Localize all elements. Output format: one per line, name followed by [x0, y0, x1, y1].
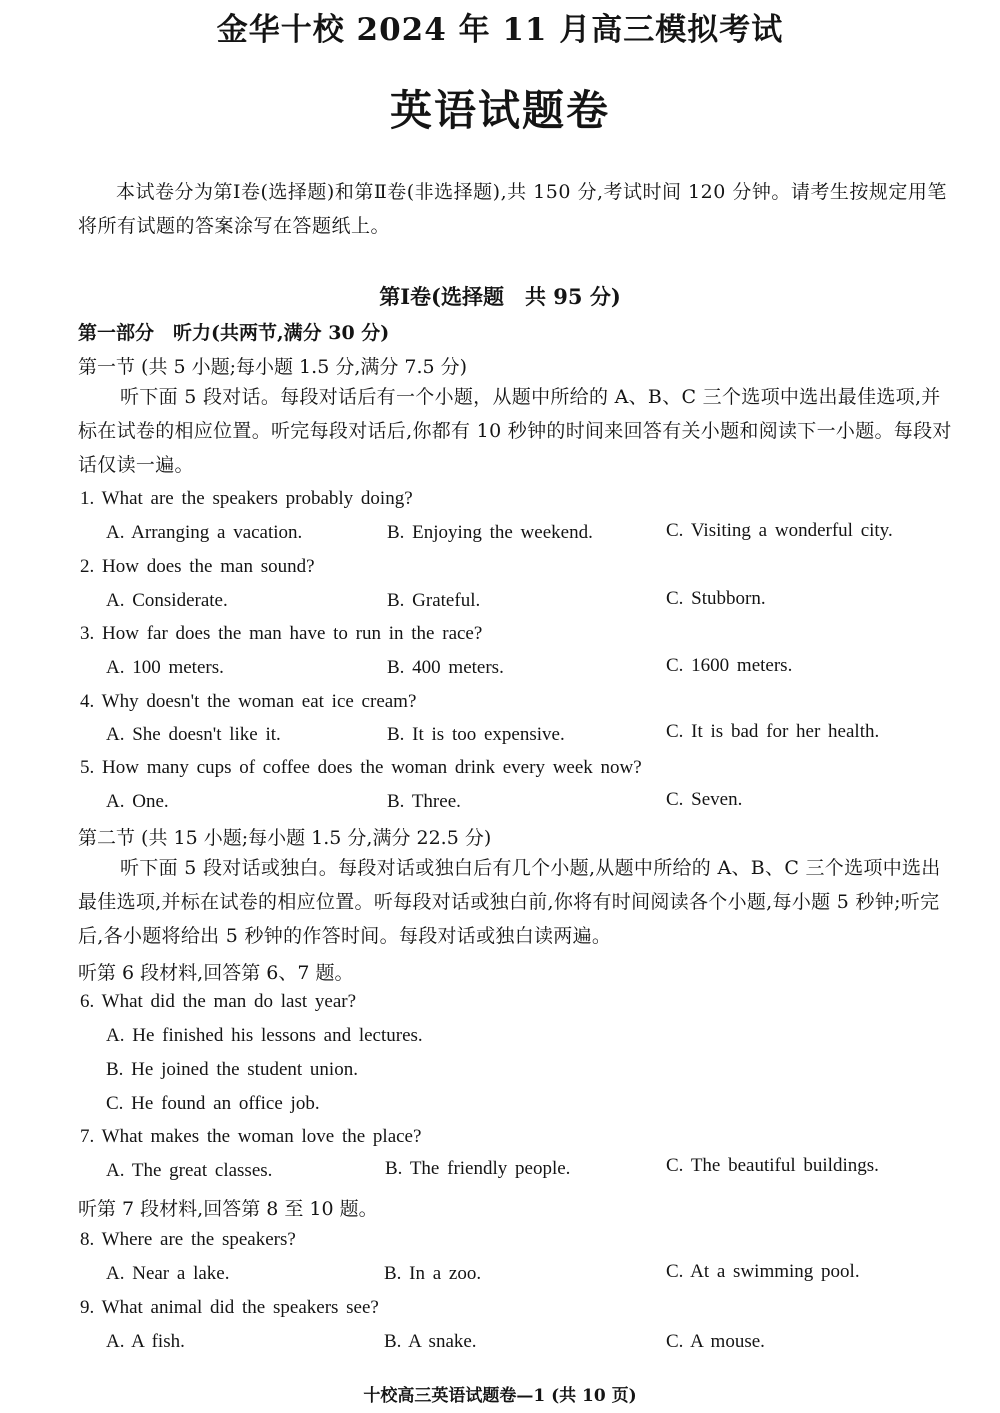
option-a: A. One. [106, 791, 169, 812]
option-c: C. Visiting a wonderful city. [666, 520, 893, 541]
option-a: A. 100 meters. [106, 657, 224, 678]
page-footer: 十校高三英语试题卷—1 (共 10 页) [363, 1386, 637, 1406]
question-stem: 7. What makes the woman love the place? [80, 1126, 422, 1147]
option-b: B. It is too expensive. [387, 724, 565, 745]
option-c: C. At a swimming pool. [666, 1261, 860, 1282]
option-a: A. Arranging a vacation. [106, 522, 303, 543]
exam-intro: 本试卷分为第Ⅰ卷(选择题)和第Ⅱ卷(非选择题),共 150 分,考试时间 120 分钟。请考生按规定用笔将所有试题的答案涂写在答题纸上。 [78, 181, 947, 237]
option-a: A. He finished his lessons and lectures. [106, 1025, 423, 1046]
option-b: B. The friendly people. [385, 1158, 571, 1179]
option-b: B. A snake. [384, 1331, 477, 1352]
option-a: A. She doesn't like it. [106, 724, 281, 745]
option-c: C. It is bad for her health. [666, 721, 880, 742]
option-b: B. Three. [387, 791, 461, 812]
section2-instructions: 听下面 5 段对话或独白。每段对话或独白后有几个小题,从题中所给的 A、B、C 三个选项中选出最佳选项,并标在试卷的相应位置。听每段对话或独白前,你将有时间阅读各个小题,每小题 5 秒钟;听完后,各小题将给出 5 秒钟的作答时间。每段对话或独白读两遍。 [78, 857, 941, 947]
exam-subtitle: 英语试题卷 [389, 86, 610, 135]
option-c: C. He found an office job. [106, 1093, 320, 1114]
question-stem: 5. How many cups of coffee does the woman drink every week now? [80, 757, 642, 778]
option-b: B. Enjoying the weekend. [387, 522, 593, 543]
option-c: C. Seven. [666, 789, 743, 810]
volume-heading: 第Ⅰ卷(选择题 共 95 分) [379, 284, 621, 309]
section1-heading: 第一节 (共 5 小题;每小题 1.5 分,满分 7.5 分) [78, 356, 468, 378]
option-c: C. The beautiful buildings. [666, 1155, 879, 1176]
option-c: C. Stubborn. [666, 588, 766, 609]
option-a: A. Near a lake. [106, 1263, 230, 1284]
question-stem: 4. Why doesn't the woman eat ice cream? [80, 691, 417, 712]
question-stem: 1. What are the speakers probably doing? [80, 488, 413, 509]
option-b: B. In a zoo. [384, 1263, 482, 1284]
option-c: C. 1600 meters. [666, 655, 793, 676]
option-a: A. The great classes. [106, 1160, 273, 1181]
question-stem: 3. How far does the man have to run in the race? [80, 623, 483, 644]
material-note: 听第 7 段材料,回答第 8 至 10 题。 [78, 1198, 378, 1220]
question-stem: 6. What did the man do last year? [80, 991, 357, 1012]
option-b: B. Grateful. [387, 590, 481, 611]
question-stem: 9. What animal did the speakers see? [80, 1297, 379, 1318]
question-stem: 8. Where are the speakers? [80, 1229, 296, 1250]
option-a: A. Considerate. [106, 590, 228, 611]
exam-title: 金华十校 2024 年 11 月高三模拟考试 [216, 12, 784, 48]
question-stem: 2. How does the man sound? [80, 556, 315, 577]
option-a: A. A fish. [106, 1331, 185, 1352]
section2-heading: 第二节 (共 15 小题;每小题 1.5 分,满分 22.5 分) [78, 827, 492, 849]
option-c: C. A mouse. [666, 1331, 765, 1352]
material-note: 听第 6 段材料,回答第 6、7 题。 [78, 962, 354, 984]
part1-heading: 第一部分 听力(共两节,满分 30 分) [78, 322, 390, 344]
option-b: B. He joined the student union. [106, 1059, 358, 1080]
option-b: B. 400 meters. [387, 657, 504, 678]
section1-instructions: 听下面 5 段对话。每段对话后有一个小题，从题中所给的 A、B、C 三个选项中选出最佳选项,并标在试卷的相应位置。听完每段对话后,你都有 10 秒钟的时间来回答有关小题和阅读下一小题。每段对话仅读一遍。 [78, 386, 952, 476]
